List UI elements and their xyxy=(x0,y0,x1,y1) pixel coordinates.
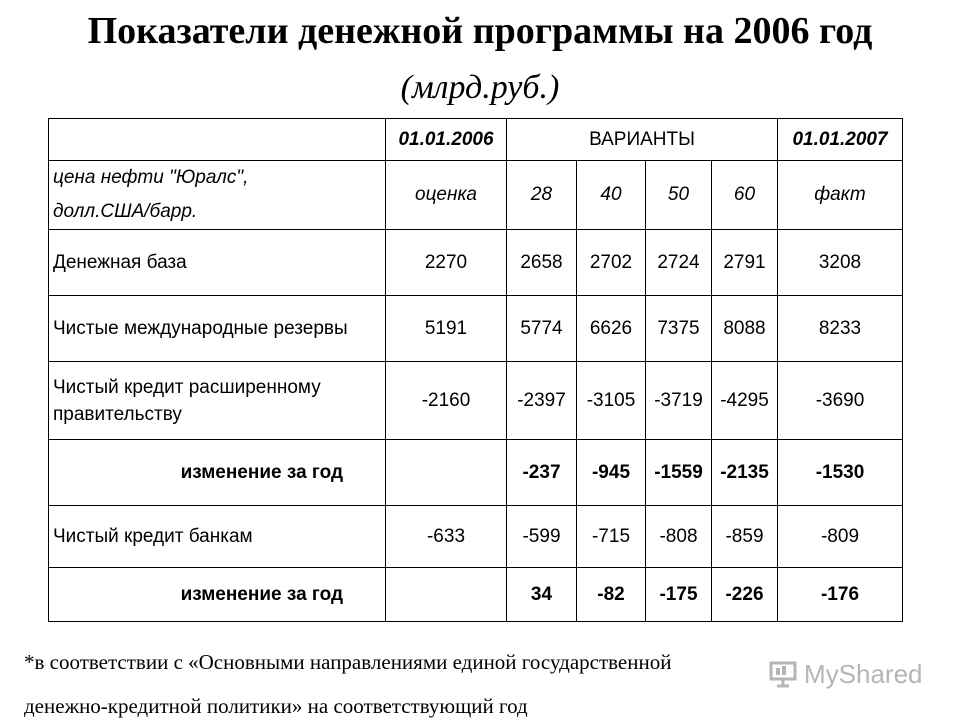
table-row-change-government xyxy=(49,440,903,506)
footnote xyxy=(24,640,764,720)
value-cell: 5191 xyxy=(386,296,507,362)
oil-cell-estimate: оценка xyxy=(386,161,507,230)
watermark xyxy=(768,656,923,692)
value-cell: -633 xyxy=(386,506,507,568)
watermark-text: MyShared xyxy=(804,658,923,689)
row-label: изменение за год xyxy=(49,568,386,622)
header-row xyxy=(49,119,903,161)
table-row-net-credit-government xyxy=(49,362,903,440)
value-cell: -2397 xyxy=(507,362,577,440)
oil-price-label-line1: цена нефти "Юралс", xyxy=(53,167,249,188)
header-variants: ВАРИАНТЫ xyxy=(507,119,778,161)
value-cell xyxy=(386,440,507,506)
value-cell: -1559 xyxy=(646,440,712,506)
value-cell: -715 xyxy=(577,506,646,568)
value-cell: 6626 xyxy=(577,296,646,362)
footnote-line1: *в соответствии с «Основными направлениями единой государственной xyxy=(24,650,672,674)
value-cell: -809 xyxy=(778,506,903,568)
value-cell: -859 xyxy=(712,506,778,568)
value-cell: 3208 xyxy=(778,230,903,296)
value-cell: 7375 xyxy=(646,296,712,362)
value-cell: -176 xyxy=(778,568,903,622)
value-cell: -3690 xyxy=(778,362,903,440)
value-cell xyxy=(386,568,507,622)
oil-cell-40: 40 xyxy=(577,161,646,230)
value-cell: -82 xyxy=(577,568,646,622)
value-cell: -4295 xyxy=(712,362,778,440)
value-cell: -2160 xyxy=(386,362,507,440)
oil-cell-fact: факт xyxy=(778,161,903,230)
value-cell: -3719 xyxy=(646,362,712,440)
footnote-line2: денежно-кредитной политики» на соответствующий год xyxy=(24,694,528,718)
value-cell: -599 xyxy=(507,506,577,568)
header-date-start: 01.01.2006 xyxy=(386,119,507,161)
value-cell: 2270 xyxy=(386,230,507,296)
row-label: Чистый кредит расширенному правительству xyxy=(49,362,386,440)
header-empty-cell xyxy=(49,119,386,161)
value-cell: -175 xyxy=(646,568,712,622)
table-row-net-reserves xyxy=(49,296,903,362)
value-cell: 5774 xyxy=(507,296,577,362)
page-title: Показатели денежной программы на 2006 год xyxy=(87,10,873,52)
value-cell: -1530 xyxy=(778,440,903,506)
oil-cell-50: 50 xyxy=(646,161,712,230)
value-cell: -2135 xyxy=(712,440,778,506)
oil-cell-28: 28 xyxy=(507,161,577,230)
oil-price-row xyxy=(49,161,903,230)
value-cell: 2702 xyxy=(577,230,646,296)
header-date-end: 01.01.2007 xyxy=(778,119,903,161)
table-row-net-credit-banks xyxy=(49,506,903,568)
value-cell: -945 xyxy=(577,440,646,506)
value-cell: 2658 xyxy=(507,230,577,296)
value-cell: 8088 xyxy=(712,296,778,362)
value-cell: 2724 xyxy=(646,230,712,296)
value-cell: 2791 xyxy=(712,230,778,296)
oil-price-label xyxy=(49,161,386,230)
oil-cell-60: 60 xyxy=(712,161,778,230)
value-cell: 34 xyxy=(507,568,577,622)
table-row-monetary-base xyxy=(49,230,903,296)
value-cell: -808 xyxy=(646,506,712,568)
value-cell: -237 xyxy=(507,440,577,506)
table-row-change-banks xyxy=(49,568,903,622)
money-program-table xyxy=(48,118,903,622)
value-cell: -3105 xyxy=(577,362,646,440)
page-subtitle: (млрд.руб.) xyxy=(400,69,560,106)
row-label: Денежная база xyxy=(49,230,386,296)
value-cell: 8233 xyxy=(778,296,903,362)
oil-price-label-line2: долл.США/барр. xyxy=(53,201,198,222)
row-label: изменение за год xyxy=(49,440,386,506)
value-cell: -226 xyxy=(712,568,778,622)
row-label: Чистый кредит банкам xyxy=(49,506,386,568)
presentation-icon xyxy=(768,659,798,689)
row-label: Чистые международные резервы xyxy=(49,296,386,362)
